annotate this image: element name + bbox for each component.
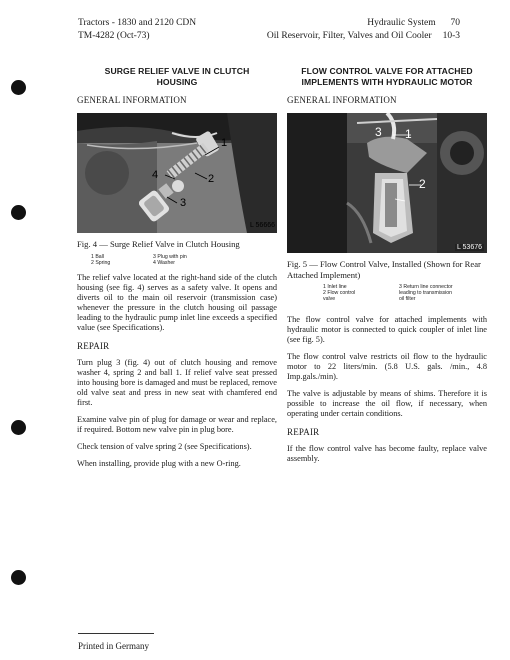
fig5-caption: Fig. 5 — Flow Control Valve, Installed (Shown for Rear Attached Implement) xyxy=(287,259,481,280)
footer-rule xyxy=(78,633,154,634)
left-column xyxy=(77,66,277,469)
header-left-line1: Tractors - 1830 and 2120 CDN xyxy=(78,18,197,28)
left-paragraph-1: The relief valve located at the right-hand side of the clutch housing (see fig. 4) serves as a safety valve. It opens and diverts oil to the main oil reservoir (transmission case) whenever the pressure in the clutch housing oil passage leading to the hydraulic pump inlet line exceeds a specified value (see Specifications). xyxy=(77,272,277,332)
header-page-number: 70 xyxy=(450,18,460,28)
header-subsection-title: Oil Reservoir, Filter, Valves and Oil Cooler xyxy=(266,31,432,41)
left-general-heading: GENERAL INFORMATION xyxy=(77,95,187,105)
fig4-callout-3: 3 xyxy=(180,197,187,209)
fig5-legend-item-1: 1 Inlet line xyxy=(323,284,347,290)
fig4-legend-item-2: 2 Spring xyxy=(91,259,111,266)
header-right-line2 xyxy=(267,30,460,42)
fig4-caption: Fig. 4 — Surge Relief Valve in Clutch Housing xyxy=(77,239,240,249)
header-section-title: Hydraulic System xyxy=(367,18,436,28)
header-left-line2: TM-4282 (Oct-73) xyxy=(78,31,150,41)
fig5-photo xyxy=(287,113,487,253)
left-paragraph-4: Check tension of valve spring 2 (see Specifications). xyxy=(77,441,252,451)
left-paragraph-5: When installing, provide plug with a new O-ring. xyxy=(77,458,241,468)
right-paragraph-3: The valve is adjustable by means of shims. Therefore it is possible to increase the oil flow, if necessary, when operating under certain conditions. xyxy=(287,388,487,418)
header-section-number: 10-3 xyxy=(442,31,460,41)
right-column xyxy=(287,66,487,464)
right-paragraph-4: If the flow control valve has become faulty, replace valve assembly. xyxy=(287,443,487,463)
fig5-legend-item-3: 3 Return line connector xyxy=(399,284,453,290)
left-repair-heading: REPAIR xyxy=(77,340,110,351)
fig4-legend-item-4: 4 Washer xyxy=(153,259,176,266)
fig5-legend xyxy=(323,284,493,303)
fig5-image xyxy=(287,113,487,253)
binder-hole-1 xyxy=(11,80,26,95)
fig5-legend-item-3-cont1: leading to transmission xyxy=(399,290,453,297)
fig5-callout-1: 1 xyxy=(405,127,412,141)
fig5-callout-2: 2 xyxy=(419,177,426,191)
fig4-photo-code: L 56666 xyxy=(249,222,275,229)
binder-hole-2 xyxy=(11,205,26,220)
left-title: SURGE RELIEF VALVE IN CLUTCH HOUSING xyxy=(104,66,250,87)
fig5-callout-3: 3 xyxy=(375,125,382,139)
fig4-callout-2: 2 xyxy=(208,173,215,185)
right-paragraph-1: The flow control valve for attached implements with hydraulic motor is connected to quick coupler of inlet line (see fig. 5). xyxy=(287,314,487,344)
fig4-legend-item-1: 1 Ball xyxy=(91,253,104,260)
fig4-legend-item-3: 3 Plug with pin xyxy=(153,253,187,260)
left-paragraph-3: Examine valve pin of plug for damage or wear and replace, if required. Bottom new valve pin in plug bore. xyxy=(77,414,277,434)
fig4-callout-4: 4 xyxy=(152,169,159,181)
binder-hole-4 xyxy=(11,570,26,585)
fig5-legend-item-2-cont: valve xyxy=(323,296,336,303)
right-paragraph-2: The flow control valve restricts oil flow to the hydraulic motor to 22 liters/min. (5.8 U.S. gals. /min., 4.8 Imp.gals./min). xyxy=(287,351,487,381)
fig4-photo xyxy=(77,113,277,233)
footer-printed: Printed in Germany xyxy=(78,641,149,651)
fig5-photo-code: L 53676 xyxy=(456,244,482,251)
right-general-heading: GENERAL INFORMATION xyxy=(287,95,397,105)
fig5-legend-item-3-cont2: oil filter xyxy=(399,296,416,303)
fig4-legend xyxy=(91,254,261,266)
left-paragraph-2: Turn plug 3 (fig. 4) out of clutch housing and remove washer 4, spring 2 and ball 1. If relief valve seat pressed into housing bore is damaged and must be replaced, remove old valve seat and press in new seat with chamfered end first. xyxy=(77,357,277,407)
fig5-legend-item-2: 2 Flow control xyxy=(323,290,356,297)
binder-hole-3 xyxy=(11,420,26,435)
right-repair-heading: REPAIR xyxy=(287,426,320,437)
header-right-line1 xyxy=(367,17,460,29)
fig4-image xyxy=(77,113,277,233)
right-title: FLOW CONTROL VALVE FOR ATTACHED IMPLEMENTS WITH HYDRAULIC MOTOR xyxy=(301,66,473,87)
fig4-callout-1: 1 xyxy=(221,137,228,149)
